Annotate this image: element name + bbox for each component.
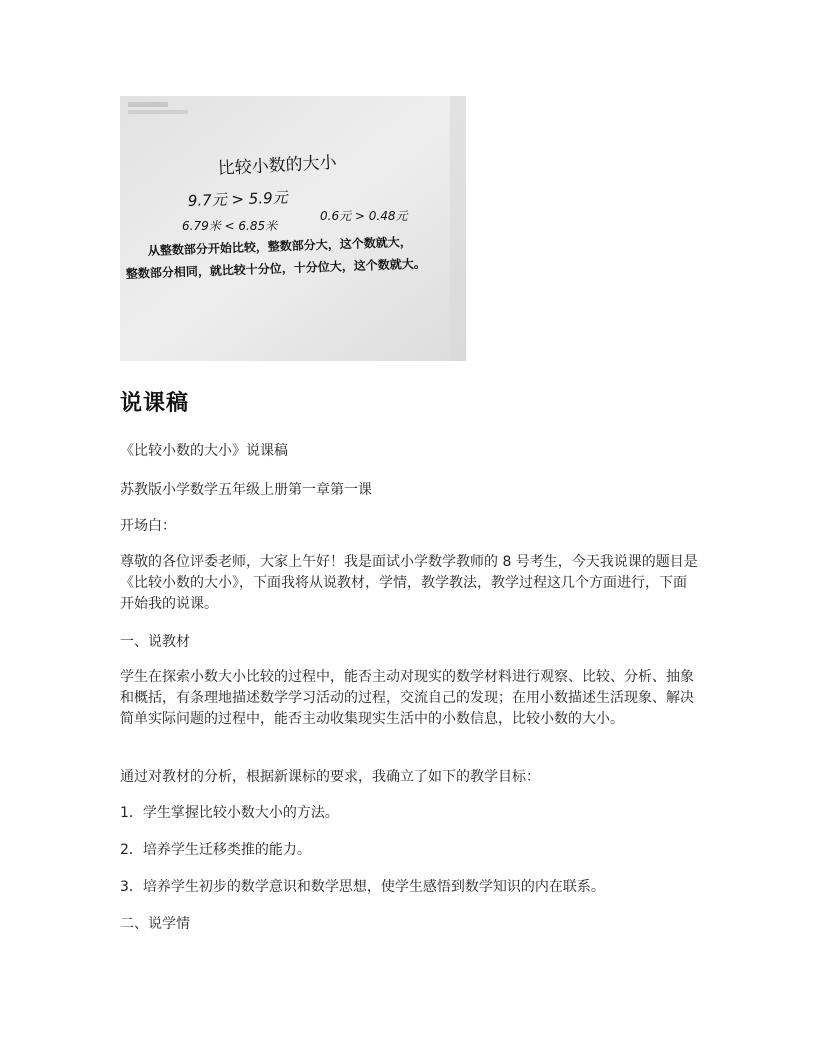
section-heading-textbook: 一、说教材 [120,634,190,650]
opening-paragraph: 尊敬的各位评委老师，大家上午好！我是面试小学数学教师的 8 号考生，今天我说课的题目是《比较小数的大小》，下面我将从说教材，学情，教学教法，教学过程这几个方面进行，下面开始我的说课。 [120,554,698,612]
bleed-through-mark [128,102,168,107]
note-line-2b: 0.6元 > 0.48元 [320,209,408,223]
note-paper [120,96,466,361]
opening-label: 开场白： [120,518,176,534]
goal-item: 1．学生掌握比较小数大小的方法。 [120,805,339,821]
page-title: 说课稿 [120,391,190,416]
section-heading-students: 二、说学情 [120,916,190,932]
lesson-title: 《比较小数的大小》说课稿 [120,443,288,459]
textbook-info: 苏教版小学数学五年级上册第一章第一课 [120,482,372,498]
handwritten-note-photo [120,96,466,361]
bleed-through-mark [128,110,188,114]
note-line-4: 整数部分相同，就比较十分位，十分位大，这个数就大。 [125,256,426,281]
goal-item: 2．培养学生迁移类推的能力。 [120,842,311,858]
note-line-1: 9.7元 > 5.9元 [187,188,288,210]
goals-intro: 通过对教材的分析，根据新课标的要求，我确立了如下的教学目标： [120,769,540,785]
textbook-paragraph: 学生在探索小数大小比较的过程中，能否主动对现实的数学材料进行观察、比较、分析、抽象和概括，有条理地描述数学学习活动的过程，交流自己的发现；在用小数描述生活现象、解决简单实际问题的过程中，能否主动收集现实生活中的小数信息，比较小数的大小。 [120,669,694,727]
note-line-3: 从整数部分开始比较，整数部分大，这个数就大， [147,234,412,258]
goal-item: 3．培养学生初步的数学意识和数学思想，使学生感悟到数学知识的内在联系。 [120,879,605,895]
note-title: 比较小数的大小 [217,152,338,179]
note-line-2a: 6.79米 < 6.85米 [182,219,278,233]
